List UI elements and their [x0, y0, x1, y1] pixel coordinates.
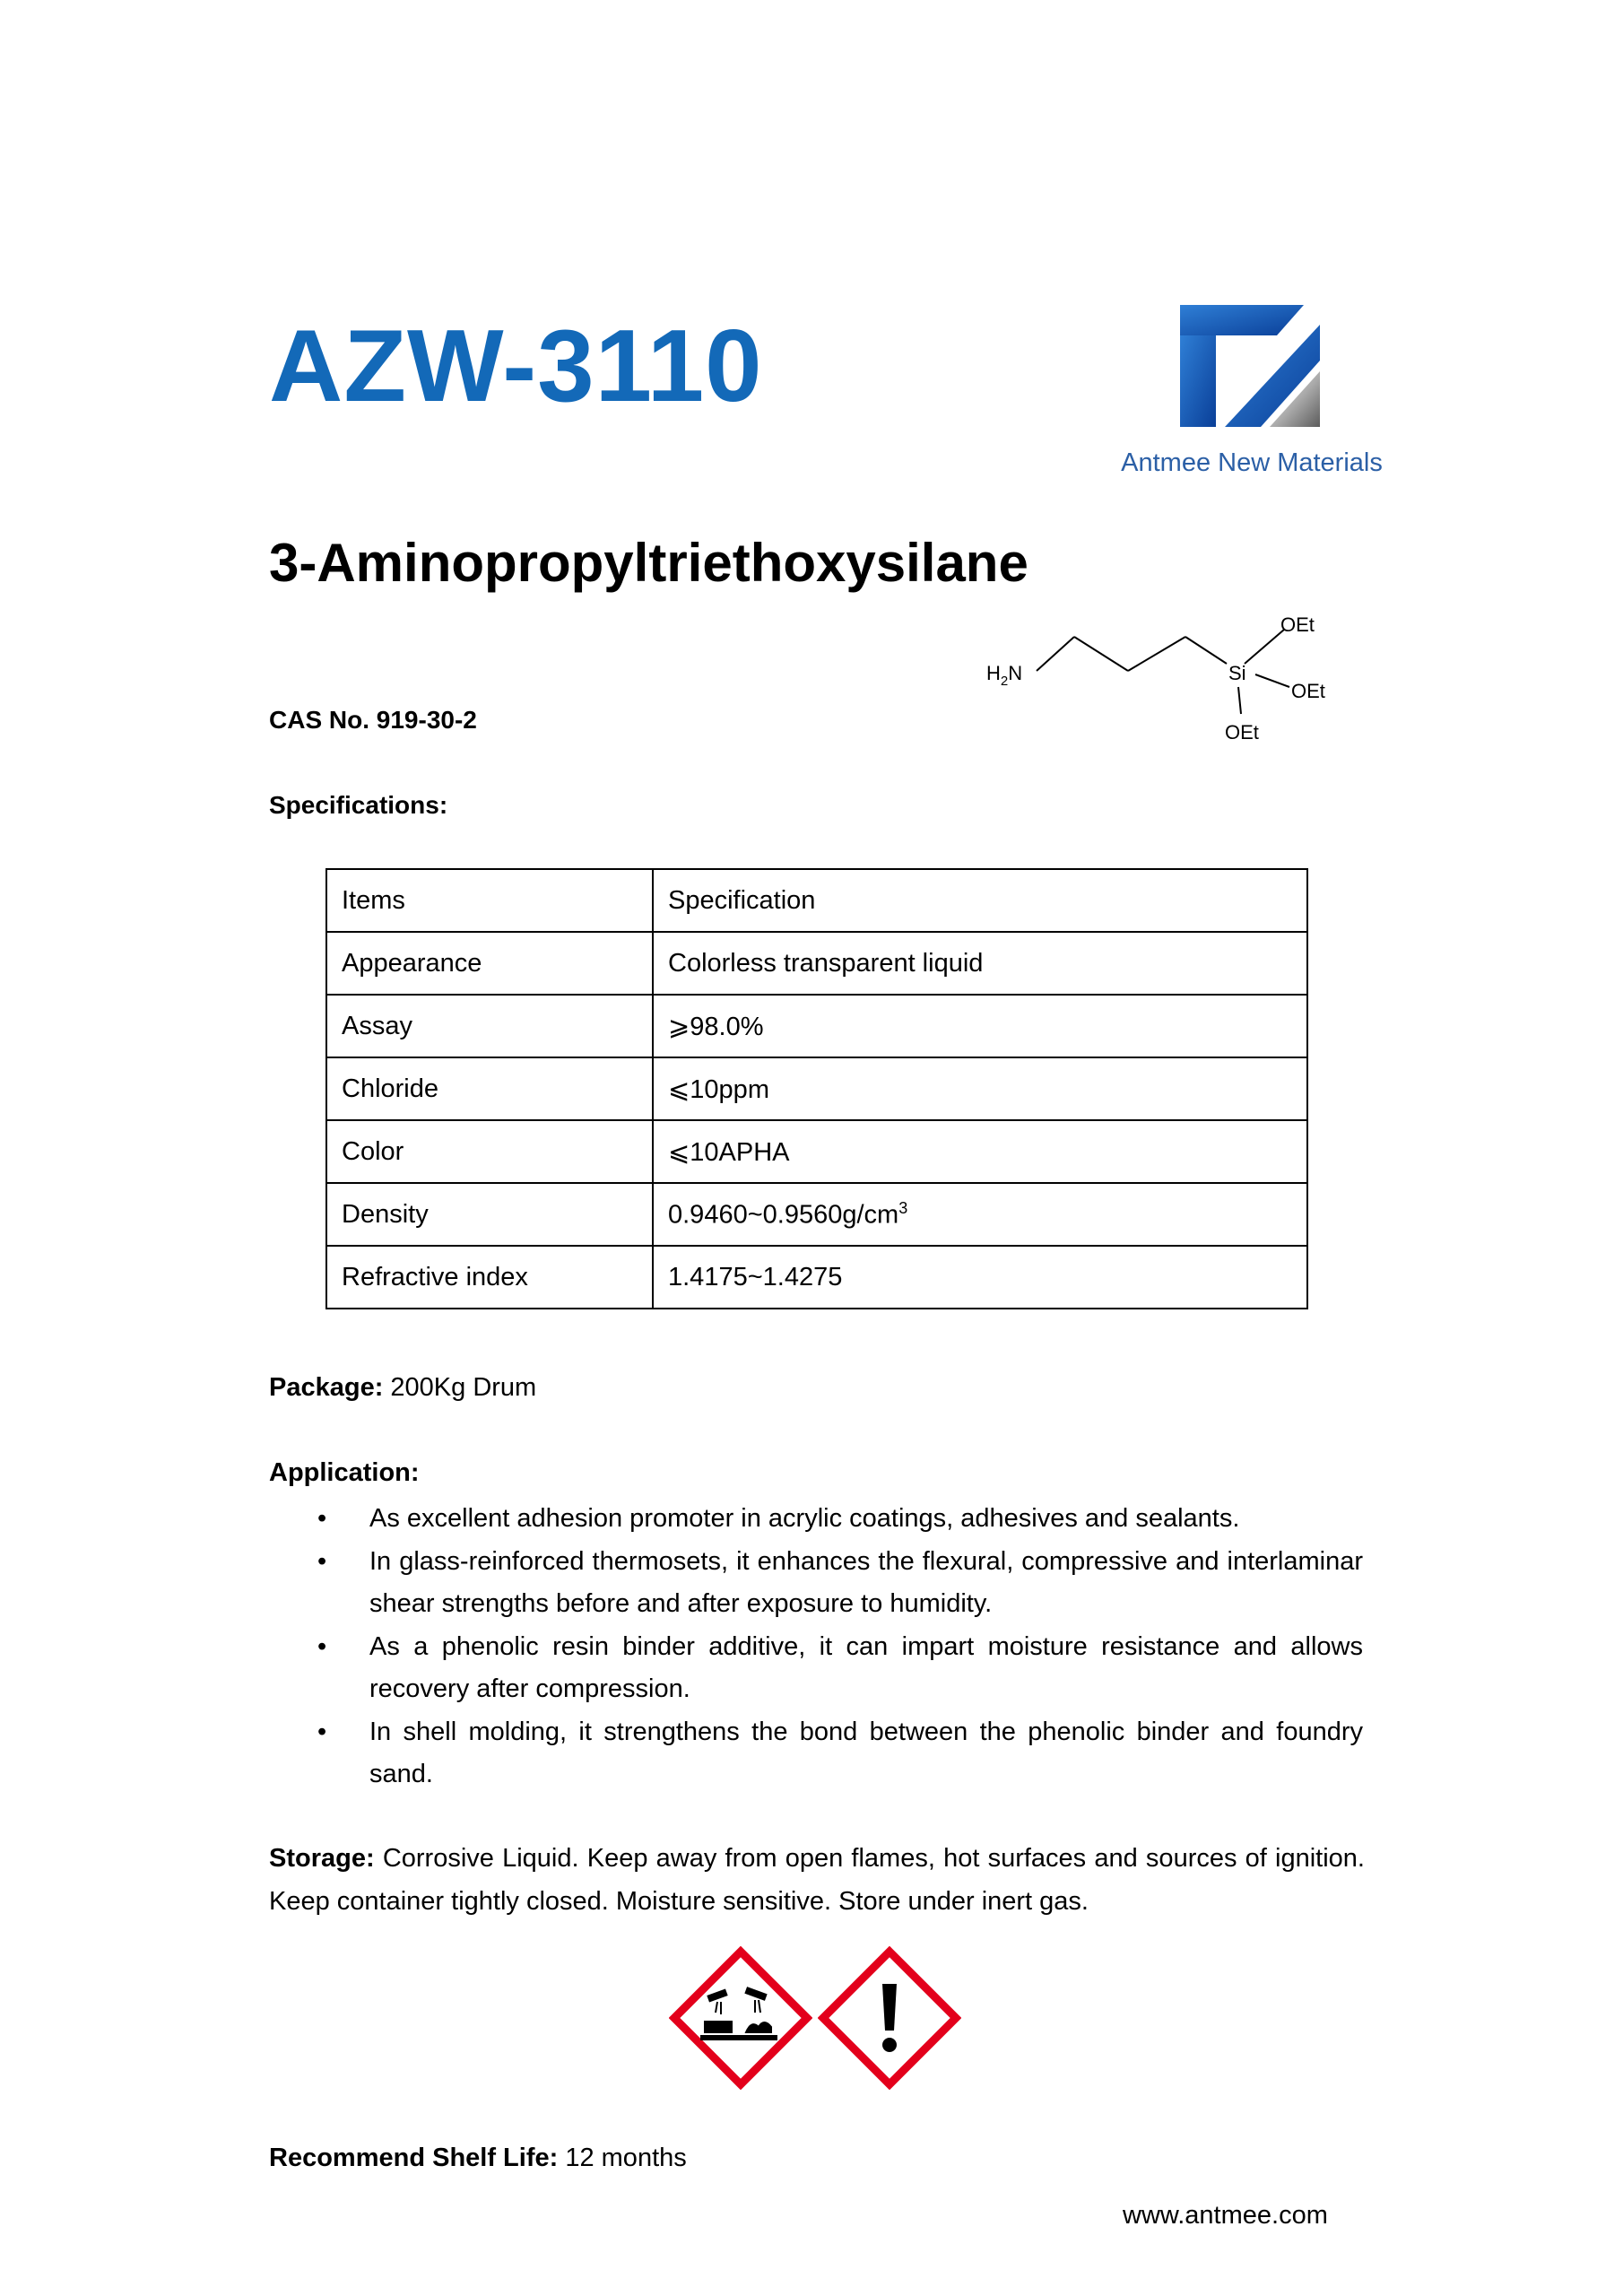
shelf-life-value: 12 months [558, 2144, 687, 2172]
table-header-cell: Items [326, 869, 653, 932]
chemical-name: 3-Aminopropyltriethoxysilane [269, 533, 1028, 593]
application-label: Application: [269, 1458, 420, 1487]
cas-number: CAS No. 919-30-2 [269, 706, 477, 734]
spec-item: Assay [326, 995, 653, 1057]
spec-item: Appearance [326, 932, 653, 995]
ethoxy-label-right: OEt [1291, 680, 1325, 702]
storage-label: Storage: [269, 1844, 375, 1873]
list-item [269, 1498, 1363, 1540]
table-header-cell: Specification [653, 869, 1307, 932]
storage-paragraph [269, 1837, 1365, 1923]
amine-label: $H_2N$ [986, 662, 1023, 689]
spec-value: ⩽10ppm [653, 1057, 1307, 1120]
specifications-table [325, 868, 1308, 1309]
chemical-structure-diagram [985, 606, 1361, 759]
spec-item: Density [326, 1183, 653, 1246]
table-row [326, 995, 1307, 1057]
storage-text: Corrosive Liquid. Keep away from open flames, hot surfaces and sources of ignition. Keep container tightly closed. Moisture sensitive. Store under inert gas. [269, 1844, 1365, 1916]
list-item [269, 1711, 1363, 1796]
spec-value: ⩾98.0% [653, 995, 1307, 1057]
bullet-icon: • [317, 1547, 327, 1576]
package-line [269, 1367, 536, 1410]
application-text: As a phenolic resin binder additive, it can impart moisture resistance and allows recovery after compression. [369, 1632, 1363, 1703]
company-name: Antmee New Materials [1121, 448, 1383, 477]
table-row [326, 1057, 1307, 1120]
table-row [326, 1246, 1307, 1309]
table-row [326, 1120, 1307, 1183]
list-item [269, 1541, 1363, 1625]
table-row [326, 932, 1307, 995]
shelf-life-line [269, 2144, 687, 2173]
company-logo [1092, 260, 1411, 513]
density-value: 0.9460~0.9560g/cm [668, 1200, 899, 1230]
product-code: AZW-3110 [269, 309, 763, 423]
spec-value: 1.4175~1.4275 [653, 1246, 1307, 1309]
package-label: Package: [269, 1373, 384, 1402]
spec-value [653, 1183, 1307, 1246]
specifications-heading: Specifications: [269, 791, 448, 819]
spec-item: Color [326, 1120, 653, 1183]
table-header-row [326, 869, 1307, 932]
silicon-label: Si [1228, 662, 1246, 684]
list-item [269, 1626, 1363, 1710]
package-value: 200Kg Drum [383, 1373, 537, 1402]
application-text: In shell molding, it strengthens the bond between the phenolic binder and foundry sand. [369, 1718, 1363, 1788]
spec-value: ⩽10APHA [653, 1120, 1307, 1183]
application-text: In glass-reinforced thermosets, it enhances the flexural, compressive and interlaminar shear strengths before and after exposure to humidity. [369, 1547, 1363, 1618]
ethoxy-label-bottom: OEt [1225, 721, 1259, 744]
spec-value: Colorless transparent liquid [653, 932, 1307, 995]
application-list [269, 1498, 1363, 1796]
table-row [326, 1183, 1307, 1246]
spec-item: Chloride [326, 1057, 653, 1120]
bullet-icon: • [317, 1504, 327, 1533]
bullet-icon: • [317, 1718, 327, 1746]
ethoxy-label-top: OEt [1280, 613, 1315, 636]
application-text: As excellent adhesion promoter in acrylic coatings, adhesives and sealants. [369, 1504, 1240, 1533]
density-unit-exponent: 3 [898, 1198, 908, 1217]
bullet-icon: • [317, 1632, 327, 1661]
shelf-life-label: Recommend Shelf Life: [269, 2144, 559, 2172]
exclamation-pictogram-icon [818, 1946, 961, 2090]
spec-item: Refractive index [326, 1246, 653, 1309]
website-link[interactable]: www.antmee.com [1123, 2201, 1328, 2230]
corrosion-pictogram-icon [669, 1946, 812, 2090]
